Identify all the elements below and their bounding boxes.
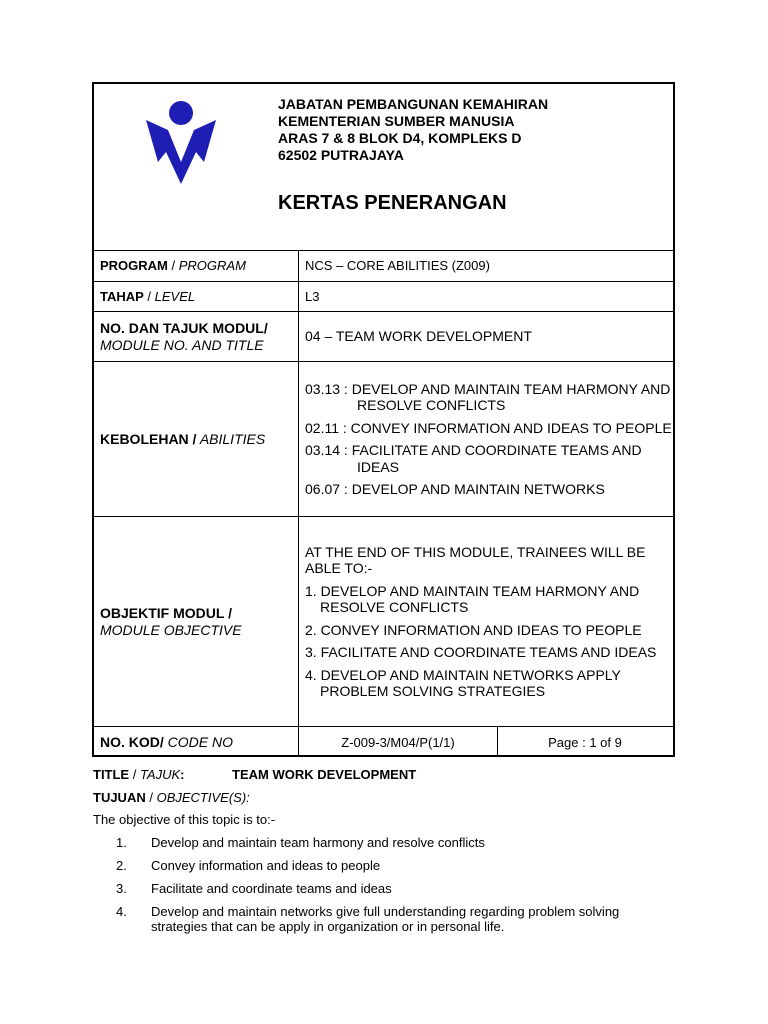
objective-item: 2. CONVEY INFORMATION AND IDEAS TO PEOPLE <box>305 621 642 638</box>
objective-list <box>299 517 673 726</box>
list-text: Facilitate and coordinate teams and ideas <box>151 881 392 896</box>
objective-intro: AT THE END OF THIS MODULE, TRAINEES WILL BE ABLE TO:- <box>305 543 646 576</box>
label-bold: NO. DAN TAJUK MODUL/ <box>100 319 268 336</box>
title-label-italic: TAJUK <box>139 767 181 782</box>
label-sep: / <box>167 258 179 273</box>
module-row <box>94 312 673 362</box>
ability-item: 03.14 : FACILITATE AND COORDINATE TEAMS AND IDEAS <box>305 442 642 475</box>
code-row <box>94 727 673 757</box>
code-label <box>94 727 299 757</box>
list-number: 4. <box>116 904 127 919</box>
objective-label <box>94 517 299 726</box>
ability-item: 02.11 : CONVEY INFORMATION AND IDEAS TO PEOPLE <box>305 419 672 436</box>
abilities-row <box>94 362 673 517</box>
label-italic: ABILITIES <box>196 430 266 447</box>
program-label <box>94 250 299 281</box>
objective-intro-text: The objective of this topic is to:- <box>93 812 276 827</box>
list-number: 2. <box>116 858 127 873</box>
title-label-bold: TITLE <box>93 767 130 782</box>
agency-line: 62502 PUTRAJAYA <box>278 147 404 163</box>
objective-heading <box>93 790 250 805</box>
list-text: Develop and maintain team harmony and resolve conflicts <box>151 835 485 850</box>
page-number: Page : 1 of 9 <box>548 734 622 750</box>
label-italic: MODULE OBJECTIVE <box>100 621 242 638</box>
label-bold: NO. KOD/ <box>100 733 164 750</box>
objective-heading-bold: TUJUAN <box>93 790 146 805</box>
list-text: Develop and maintain networks give full understanding regarding problem solving strategies that can be apply in organization or in personal life. <box>151 904 620 934</box>
label-italic: MODULE NO. AND TITLE <box>100 336 264 353</box>
label-bold: PROGRAM <box>100 258 168 273</box>
module-label <box>94 312 299 361</box>
ability-item: 03.13 : DEVELOP AND MAINTAIN TEAM HARMONY AND RESOLVE CONFLICTS <box>305 380 671 413</box>
agency-line: JABATAN PEMBANGUNAN KEMAHIRAN <box>278 96 549 112</box>
objective-item: 3. FACILITATE AND COORDINATE TEAMS AND IDEAS <box>305 644 657 660</box>
agency-line: KEMENTERIAN SUMBER MANUSIA <box>278 113 515 129</box>
document-header <box>94 84 673 251</box>
title-colon: : <box>180 767 185 782</box>
objective-item: 1. DEVELOP AND MAINTAIN TEAM HARMONY AND RESOLVE CONFLICTS <box>305 582 640 615</box>
label-bold: OBJEKTIF MODUL / <box>100 604 232 621</box>
program-row <box>94 250 673 282</box>
title-value: TEAM WORK DEVELOPMENT <box>232 767 417 782</box>
document-frame <box>92 82 675 757</box>
level-label <box>94 282 299 311</box>
document-title: KERTAS PENERANGAN <box>278 192 507 214</box>
objective-heading-sep: / <box>145 790 157 805</box>
ministry-logo-icon <box>146 100 216 188</box>
agency-line: ARAS 7 & 8 BLOK D4, KOMPLEKS D <box>278 130 522 146</box>
program-value: NCS – CORE ABILITIES (Z009) <box>305 258 490 273</box>
abilities-label <box>94 362 299 516</box>
objective-item: 4. DEVELOP AND MAINTAIN NETWORKS APPLY PROBLEM SOLVING STRATEGIES <box>305 666 621 699</box>
list-number: 1. <box>116 835 127 850</box>
label-italic: CODE NO <box>163 733 234 750</box>
label-sep: / <box>143 289 155 304</box>
abilities-list <box>299 362 673 516</box>
list-text: Convey information and ideas to people <box>151 858 381 873</box>
title-line <box>93 767 185 782</box>
title-sep: / <box>129 767 140 782</box>
label-italic: PROGRAM <box>178 258 246 273</box>
objective-row <box>94 517 673 727</box>
code-value: Z-009-3/M04/P(1/1) <box>299 727 498 757</box>
agency-address <box>278 96 548 164</box>
list-number: 3. <box>116 881 127 896</box>
level-row <box>94 282 673 312</box>
label-italic: LEVEL <box>154 289 196 304</box>
module-value: 04 – TEAM WORK DEVELOPMENT <box>305 328 532 344</box>
label-bold: TAHAP <box>100 289 144 304</box>
ability-item: 06.07 : DEVELOP AND MAINTAIN NETWORKS <box>305 481 605 497</box>
label-bold: KEBOLEHAN / <box>100 430 197 447</box>
level-value: L3 <box>305 289 320 304</box>
objective-heading-italic: OBJECTIVE(S): <box>156 790 250 805</box>
